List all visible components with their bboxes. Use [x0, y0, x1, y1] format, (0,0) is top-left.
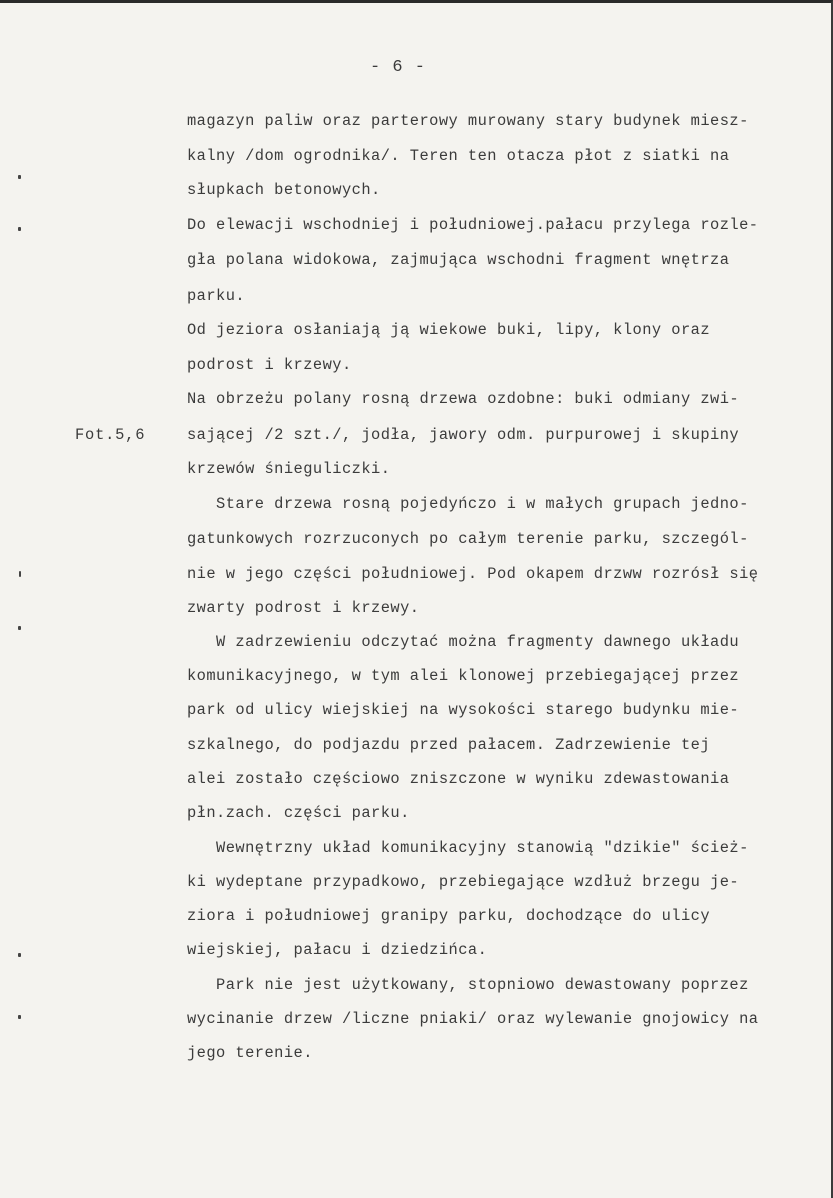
punch-mark — [18, 626, 21, 630]
punch-mark — [18, 953, 21, 957]
punch-mark — [18, 175, 21, 179]
text-line: płn.zach. części parku. — [187, 804, 410, 822]
text-line: szkalnego, do podjazdu przed pałacem. Zadrzewienie tej — [187, 736, 711, 754]
punch-mark — [18, 227, 21, 231]
text-line: magazyn paliw oraz parterowy murowany stary budynek miesz- — [187, 112, 749, 130]
text-line: W zadrzewieniu odczytać można fragmenty dawnego układu — [187, 633, 740, 651]
photo-reference-note: Fot.5,6 — [75, 426, 146, 444]
text-line: Park nie jest użytkowany, stopniowo dewastowany poprzez — [187, 976, 749, 994]
text-line: parku. — [187, 287, 246, 305]
text-line: alei zostało częściowo zniszczone w wyniku zdewastowania — [187, 770, 730, 788]
text-line: jego terenie. — [187, 1044, 313, 1062]
text-line: Wewnętrzny układ komunikacyjny stanowią "dzikie" ścież- — [187, 839, 749, 857]
text-line: ziora i południowej granipy parku, dochodzące do ulicy — [187, 907, 711, 925]
text-line: ki wydeptane przypadkowo, przebiegające wzdłuż brzegu je- — [187, 873, 740, 891]
text-line: gła polana widokowa, zajmująca wschodni fragment wnętrza — [187, 251, 730, 269]
text-line: park od ulicy wiejskiej na wysokości starego budynku mie- — [187, 701, 740, 719]
text-line: wycinanie drzew /liczne pniaki/ oraz wylewanie gnojowicy na — [187, 1010, 759, 1028]
text-line: krzewów śnieguliczki. — [187, 460, 391, 478]
text-line: wiejskiej, pałacu i dziedzińca. — [187, 941, 488, 959]
text-line: zwarty podrost i krzewy. — [187, 599, 420, 617]
page-number: - 6 - — [370, 58, 427, 77]
text-line: kalny /dom ogrodnika/. Teren ten otacza płot z siatki na — [187, 147, 730, 165]
text-line: sającej /2 szt./, jodła, jawory odm. purpurowej i skupiny — [187, 426, 740, 444]
punch-mark — [18, 1015, 21, 1019]
text-line: gatunkowych rozrzuconych po całym terenie parku, szczegól- — [187, 530, 749, 548]
text-line: Stare drzewa rosną pojedyńczo i w małych grupach jedno- — [187, 495, 749, 513]
punch-mark — [19, 571, 21, 577]
text-line: słupkach betonowych. — [187, 181, 381, 199]
text-line: Na obrzeżu polany rosną drzewa ozdobne: buki odmiany zwi- — [187, 390, 740, 408]
text-line: Do elewacji wschodniej i południowej.pałacu przylega rozle- — [187, 216, 759, 234]
text-line: komunikacyjnego, w tym alei klonowej przebiegającej przez — [187, 667, 740, 685]
text-line: nie w jego części południowej. Pod okapem drzww rozrósł się — [187, 565, 759, 583]
text-line: podrost i krzewy. — [187, 356, 352, 374]
text-line: Od jeziora osłaniają ją wiekowe buki, lipy, klony oraz — [187, 321, 711, 339]
